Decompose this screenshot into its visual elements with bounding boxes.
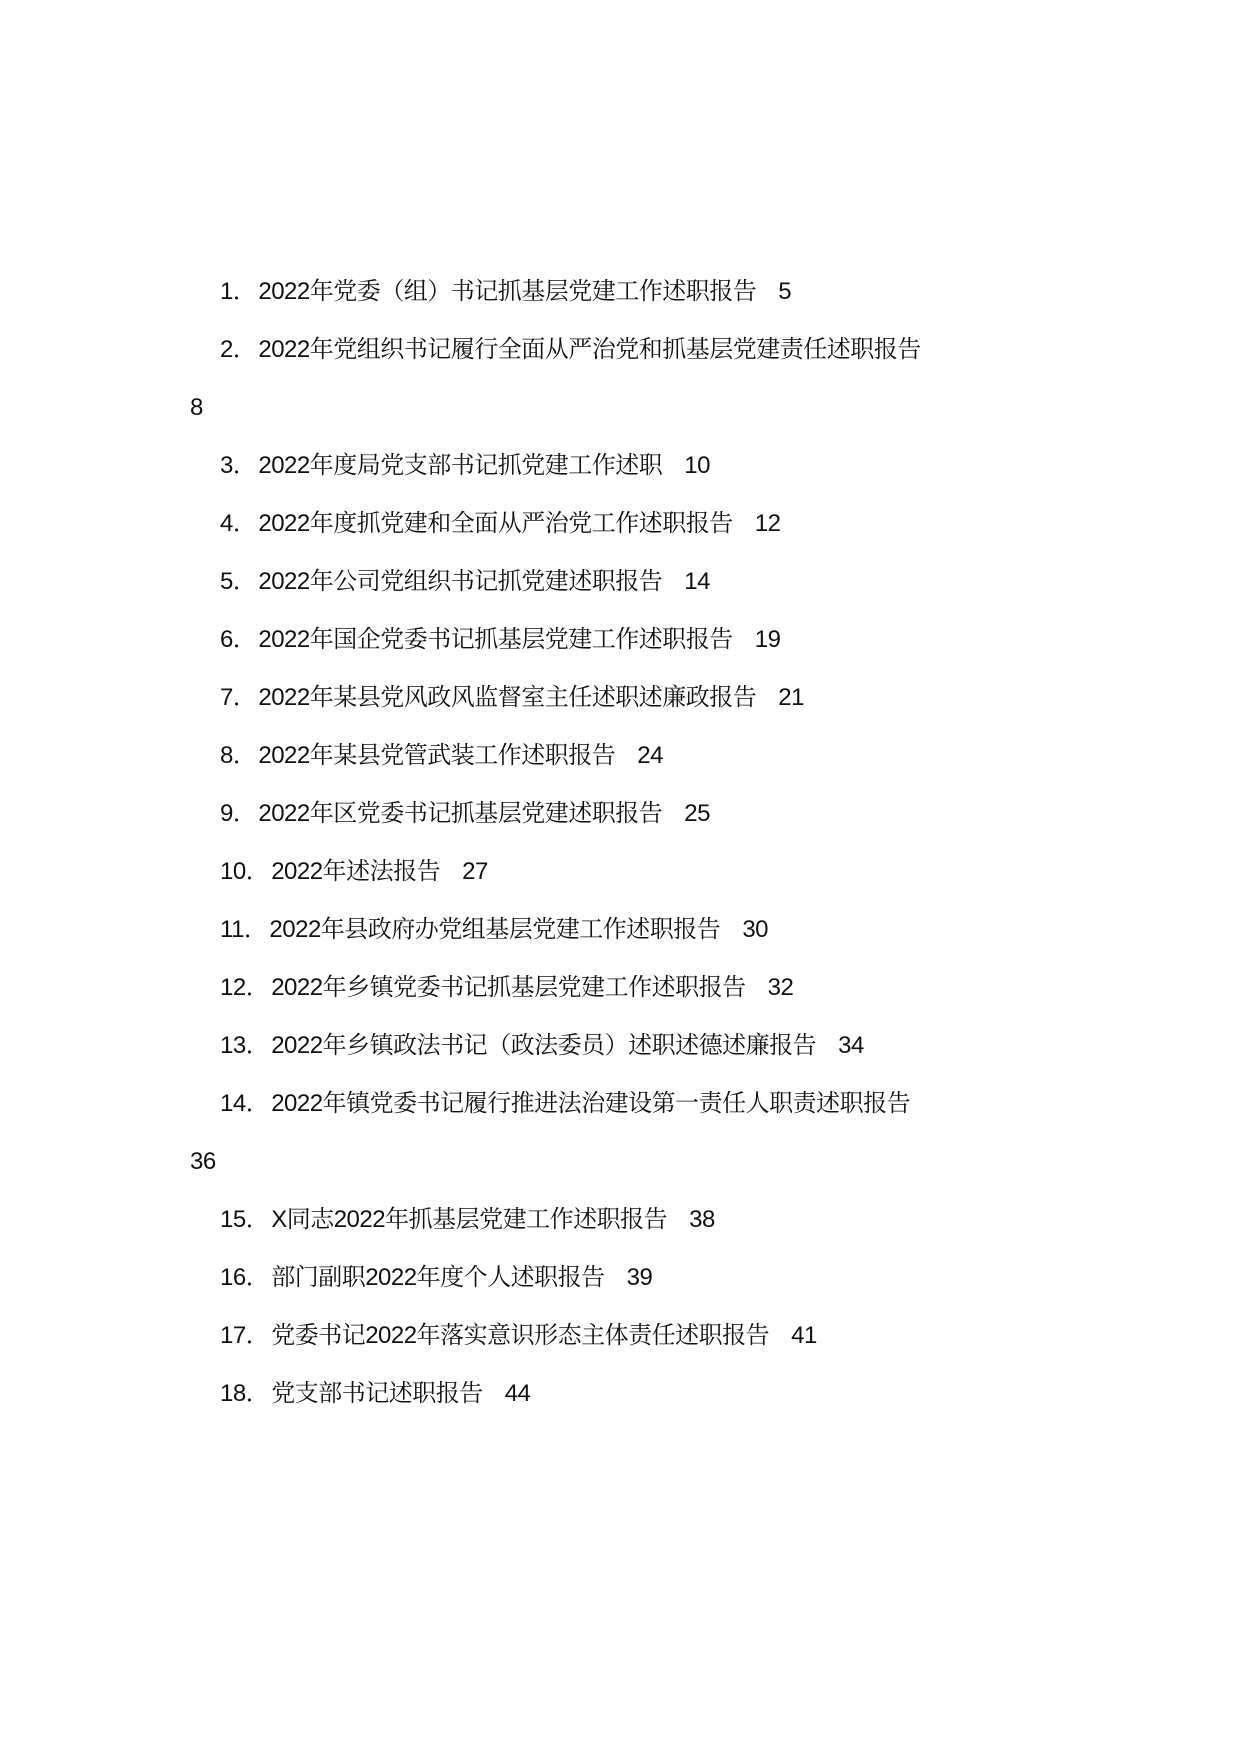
toc-entry-page: 36 bbox=[190, 1148, 216, 1175]
toc-entry-page: 39 bbox=[626, 1264, 653, 1291]
toc-entry-number: 10． bbox=[220, 858, 270, 885]
toc-entry-number: 8． bbox=[220, 742, 257, 769]
toc-entry-number: 5． bbox=[220, 568, 257, 595]
toc-entry-title: 部门副职2022年度个人述职报告 bbox=[271, 1264, 605, 1291]
toc-entry-title: 2022年某县党风政风监督室主任述职述廉政报告 bbox=[258, 684, 757, 711]
toc-entry-title: 2022年区党委书记抓基层党建述职报告 bbox=[258, 800, 663, 827]
toc-entry-page: 30 bbox=[742, 916, 769, 943]
toc-entry-title: 2022年国企党委书记抓基层党建工作述职报告 bbox=[258, 626, 733, 653]
toc-entry-page: 19 bbox=[754, 626, 781, 653]
toc-entry-number: 15． bbox=[220, 1206, 270, 1233]
toc-entry-page: 27 bbox=[462, 858, 488, 885]
toc-entry-title: 2022年述法报告 bbox=[271, 858, 441, 885]
toc-entry-title: 2022年度局党支部书记抓党建工作述职 bbox=[258, 452, 663, 479]
toc-entry-number: 11． bbox=[220, 916, 268, 943]
toc-entry[interactable] bbox=[168, 1075, 948, 1191]
toc-entry-page: 24 bbox=[637, 742, 663, 769]
toc-entry-number: 14． bbox=[220, 1090, 270, 1117]
toc-entry-page: 8 bbox=[190, 394, 203, 421]
toc-entry[interactable] bbox=[168, 553, 948, 611]
toc-entry-title: 党委书记2022年落实意识形态主体责任述职报告 bbox=[271, 1322, 770, 1349]
toc-entry-title: 2022年公司党组织书记抓党建述职报告 bbox=[258, 568, 663, 595]
toc-entry-number: 17． bbox=[220, 1322, 270, 1349]
toc-entry-title: 党支部书记述职报告 bbox=[271, 1380, 483, 1407]
toc-entry-number: 18． bbox=[220, 1380, 270, 1407]
toc-entry[interactable] bbox=[168, 495, 948, 553]
toc-entry-number: 2． bbox=[220, 336, 257, 363]
toc-entry[interactable] bbox=[168, 1249, 948, 1307]
toc-entry[interactable] bbox=[168, 1365, 948, 1423]
toc-entry-number: 3． bbox=[220, 452, 257, 479]
toc-entry-page: 12 bbox=[754, 510, 781, 537]
toc-entry[interactable] bbox=[168, 785, 948, 843]
toc-entry-title: 2022年某县党管武装工作述职报告 bbox=[258, 742, 616, 769]
toc-entry-title: 2022年县政府办党组基层党建工作述职报告 bbox=[269, 916, 721, 943]
toc-entry-number: 7． bbox=[220, 684, 257, 711]
toc-entry[interactable] bbox=[168, 263, 948, 321]
toc-entry[interactable] bbox=[168, 611, 948, 669]
toc-entry[interactable] bbox=[168, 843, 948, 901]
toc-entry[interactable] bbox=[168, 1307, 948, 1365]
toc-entry-page: 14 bbox=[684, 568, 710, 595]
toc-entry[interactable] bbox=[168, 959, 948, 1017]
toc-entry-number: 12． bbox=[220, 974, 270, 1001]
table-of-contents bbox=[168, 263, 948, 1423]
toc-entry-title: 2022年党组织书记履行全面从严治党和抓基层党建责任述职报告 bbox=[258, 336, 921, 363]
toc-entry-number: 4． bbox=[220, 510, 257, 537]
toc-entry-page: 21 bbox=[778, 684, 804, 711]
toc-entry[interactable] bbox=[168, 727, 948, 785]
toc-entry-number: 6． bbox=[220, 626, 257, 653]
toc-entry-page: 5 bbox=[778, 278, 792, 305]
toc-entry[interactable] bbox=[168, 669, 948, 727]
toc-entry-page: 44 bbox=[504, 1380, 531, 1407]
toc-entry[interactable] bbox=[168, 1017, 948, 1075]
toc-entry-page: 38 bbox=[689, 1206, 715, 1233]
toc-entry-title: 2022年乡镇政法书记（政法委员）述职述德述廉报告 bbox=[271, 1032, 817, 1059]
toc-entry-page: 10 bbox=[684, 452, 710, 479]
toc-entry-number: 13． bbox=[220, 1032, 270, 1059]
toc-entry[interactable] bbox=[168, 1191, 948, 1249]
toc-entry-title: X同志2022年抓基层党建工作述职报告 bbox=[271, 1206, 668, 1233]
toc-entry-title: 2022年镇党委书记履行推进法治建设第一责任人职责述职报告 bbox=[271, 1090, 911, 1117]
toc-entry[interactable] bbox=[168, 437, 948, 495]
toc-entry-title: 2022年乡镇党委书记抓基层党建工作述职报告 bbox=[271, 974, 746, 1001]
toc-entry[interactable] bbox=[168, 901, 948, 959]
toc-entry-title: 2022年党委（组）书记抓基层党建工作述职报告 bbox=[258, 278, 757, 305]
toc-entry-number: 16． bbox=[220, 1264, 270, 1291]
toc-entry-title: 2022年度抓党建和全面从严治党工作述职报告 bbox=[258, 510, 733, 537]
toc-entry-page: 34 bbox=[838, 1032, 864, 1059]
toc-entry[interactable] bbox=[168, 321, 948, 437]
toc-entry-number: 1． bbox=[220, 278, 257, 305]
toc-entry-page: 41 bbox=[791, 1322, 817, 1349]
toc-entry-page: 25 bbox=[684, 800, 710, 827]
toc-entry-number: 9． bbox=[220, 800, 257, 827]
toc-entry-page: 32 bbox=[767, 974, 794, 1001]
